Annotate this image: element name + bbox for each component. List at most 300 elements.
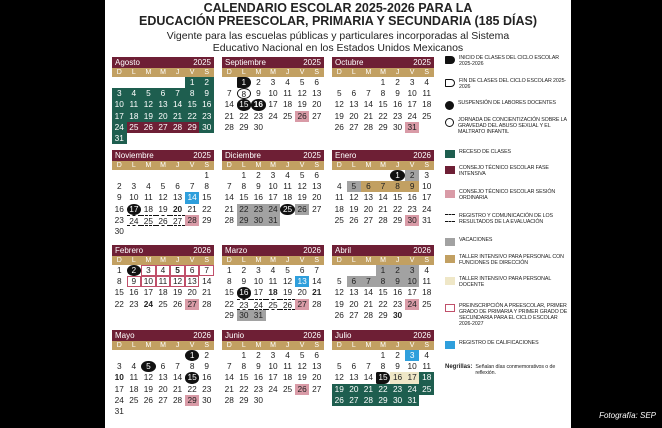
day-cell: 26 [280,299,295,310]
day-cell: 9 [204,361,210,372]
empty-cell [376,170,391,181]
day-cell: 20 [187,287,197,298]
weekday-label: V [409,69,415,76]
weekday-label: D [226,257,232,264]
month-agosto [112,57,214,144]
day-cell: 19 [349,203,359,214]
day-cell: 4 [424,265,430,275]
title-line-1: CALENDARIO ESCOLAR 2025-2026 PARA LA [203,1,473,15]
legend-label: VACACIONES [459,237,493,243]
empty-cell [361,77,376,88]
weekday-label: J [285,257,290,264]
day-cell: 19 [158,203,168,214]
day-grid [112,77,214,144]
day-cell: 9 [390,276,405,287]
month-year: 2025 [303,151,321,160]
month-header [222,330,324,341]
day-cell: 27 [312,110,322,121]
empty-cell [185,170,200,181]
day-cell: 7 [226,181,232,192]
day-cell: 18 [334,203,344,214]
day-cell: 24 [407,110,417,121]
day-cell: 22 [239,110,249,121]
day-cell: 18 [127,111,142,122]
legend-item [445,100,569,110]
day-cell: 10 [405,276,420,287]
day-cell: 31 [405,395,420,406]
subtitle-line-1: Vigente para las escuelas públicas y particulares incorporadas al Sistema [166,30,510,42]
day-cell: 4 [285,77,290,87]
day-cell: 2 [405,170,420,181]
day-grid [332,350,434,406]
weekday-header [112,341,214,350]
day-cell: 14 [363,99,374,110]
day-cell: 30 [237,310,252,321]
day-cell: 26 [172,298,183,309]
empty-cell [156,350,171,361]
month-name: Agosto [115,58,140,67]
day-cell: 3 [112,88,127,99]
month-year: 2026 [413,246,431,255]
day-cell: 17 [268,99,278,110]
day-cell: 7 [175,361,180,372]
weekday-label: J [395,257,400,264]
day-cell: 1 [237,77,252,88]
empty-cell [156,77,171,88]
empty-cell [347,350,362,361]
day-cell: 2 [199,77,214,88]
weekday-label: V [189,162,195,169]
day-cell: 10 [268,361,278,372]
day-cell: 26 [349,214,359,225]
day-cell: 11 [422,361,432,372]
legend-item [445,303,569,327]
day-cell: 27 [312,383,322,394]
day-cell: 15 [202,192,212,203]
day-cell: 6 [314,170,320,180]
day-cell: 11 [156,276,171,287]
month-abril [332,245,434,321]
day-cell: 24 [251,299,266,310]
legend-label: PREINSCRIPCIÓN A PREESCOLAR, PRIMER GRADO DE PRIMARIA Y PRIMER GRADO DE SECUNDARIA PARA EL CICLO ESCOLAR 2026-2027 [459,303,568,327]
day-cell: 9 [256,88,261,99]
month-year: 2025 [193,58,211,67]
day-cell: 26 [156,215,171,226]
day-cell: 3 [131,181,137,192]
empty-cell [361,265,376,276]
day-cell: 22 [378,110,388,121]
empty-cell [127,170,142,181]
day-cell: 8 [116,276,122,287]
day-cell: 10 [268,88,278,99]
day-cell: 1 [185,77,200,88]
day-cell: 22 [185,111,200,122]
day-cell: 29 [224,309,234,320]
note-label: Negrillas: [445,364,473,370]
day-cell: 21 [170,111,185,122]
empty-cell [141,77,156,88]
empty-cell [332,170,347,181]
month-header [222,57,324,68]
day-cell: 21 [172,383,183,394]
day-cell: 8 [380,88,386,99]
weekday-label: M [270,69,276,76]
day-cell: 4 [156,265,171,276]
day-cell: 5 [141,361,156,372]
empty-cell [222,77,237,88]
day-grid [112,170,214,237]
day-cell: 5 [285,265,290,275]
day-cell: 18 [422,99,432,110]
day-cell: 19 [297,192,307,203]
day-cell: 19 [143,383,154,394]
weekday-label: S [204,69,210,76]
title-line-2: EDUCACIÓN PREESCOLAR, PRIMARIA Y SECUNDARIA (185 DÍAS) [139,14,537,28]
day-cell: 26 [143,394,154,405]
day-cell: 25 [419,384,434,395]
weekday-label: M [160,162,166,169]
day-cell: 21 [224,203,234,214]
month-marzo [222,245,324,321]
day-cell: 15 [239,192,249,203]
month-header [112,330,214,341]
day-cell: 3 [270,77,276,87]
weekday-label: S [424,69,430,76]
day-cell: 16 [407,192,417,203]
day-grid [112,265,214,310]
day-cell: 21 [363,298,374,309]
weekday-label: L [241,69,246,76]
day-cell: 5 [347,181,362,192]
day-cell: 10 [114,372,124,383]
month-name: Enero [335,151,357,160]
day-cell: 3 [116,361,122,372]
legend-item [445,189,569,201]
weekday-label: M [380,69,386,76]
legend-item [445,55,569,67]
day-cell: 5 [141,88,156,99]
day-cell: 18 [282,372,293,383]
day-cell: 5 [160,181,166,192]
day-cell: 30 [392,121,403,132]
day-cell: 27 [349,121,359,132]
day-cell: 9 [199,88,214,99]
day-cell: 3 [405,350,420,361]
weekday-label: J [285,162,290,169]
day-cell: 15 [392,192,403,203]
day-cell: 12 [297,181,307,192]
weekday-label: V [409,257,415,264]
weekday-label: V [189,342,195,349]
day-cell: 9 [127,276,142,287]
day-cell: 9 [405,181,420,192]
weekday-label: S [424,342,430,349]
day-cell: 15 [378,99,388,110]
day-cell: 8 [376,276,391,287]
day-cell: 18 [419,372,434,383]
day-grid [222,265,324,321]
day-cell: 28 [378,214,388,225]
weekday-label: M [145,69,152,76]
weekday-label: L [131,342,136,349]
day-cell: 30 [202,394,212,405]
day-cell: 12 [334,372,344,383]
empty-cell [170,77,185,88]
day-cell: 19 [334,298,344,309]
day-cell: 23 [237,299,252,310]
day-cell: 2 [395,350,400,360]
day-cell: 7 [226,88,232,99]
legend-label: REGISTRO Y COMUNICACIÓN DE LOS RESULTADOS DE LA EVALUACIÓN [459,213,553,225]
day-cell: 23 [392,110,403,121]
day-cell: 24 [143,298,154,309]
day-cell: 16 [199,99,214,110]
day-cell: 28 [202,298,212,309]
day-cell: 6 [299,265,305,275]
day-cell: 16 [253,372,264,383]
weekday-label: M [160,257,166,264]
day-cell: 22 [378,298,388,309]
day-cell: 19 [297,372,307,383]
weekday-label: D [226,162,232,169]
day-cell: 12 [282,276,293,287]
month-name: Febrero [115,246,144,255]
weekday-label: M [380,162,386,169]
day-cell: 29 [239,121,249,132]
day-cell: 24 [405,384,420,395]
weekday-label: M [145,162,152,169]
day-cell: 28 [363,309,374,320]
day-cell: 30 [253,394,264,405]
empty-cell [141,170,156,181]
day-cell: 14 [202,276,212,287]
month-noviembre [112,150,214,237]
day-cell: 25 [129,394,139,405]
month-name: Septiembre [225,58,266,67]
weekday-label: D [226,342,232,349]
day-cell: 7 [226,361,232,372]
day-cell: 3 [270,350,276,360]
weekday-label: M [270,342,276,349]
weekday-label: M [365,257,372,264]
month-name: Julio [335,331,352,340]
day-cell: 29 [202,214,212,225]
weekday-label: M [160,342,166,349]
day-cell: 31 [422,214,432,225]
day-cell: 14 [185,192,200,203]
day-cell: 21 [378,203,388,214]
weekday-label: D [116,162,122,169]
day-cell: 24 [268,383,278,394]
day-cell: 30 [251,215,266,226]
legend-item [445,237,569,246]
day-cell: 1 [380,350,386,360]
day-cell: 17 [407,99,417,110]
legend-swatch-icon [445,304,455,312]
legend-item [445,149,569,158]
day-cell: 29 [378,309,388,320]
day-cell: 18 [282,99,293,110]
day-cell: 29 [185,395,200,406]
legend-note [445,364,569,376]
day-cell: 27 [312,203,322,214]
day-cell: 21 [361,384,376,395]
day-cell: 17 [253,287,264,298]
weekday-label: L [241,162,246,169]
weekday-header [222,161,324,170]
weekday-label: L [241,257,246,264]
day-cell: 6 [314,350,320,360]
day-cell: 26 [334,309,344,320]
day-cell: 1 [241,350,247,360]
empty-cell [361,350,376,361]
day-cell: 13 [312,361,322,372]
day-cell: 12 [334,287,344,298]
day-cell: 30 [392,309,403,320]
month-header [222,245,324,256]
day-cell: 21 [202,287,212,298]
weekday-label: M [255,69,262,76]
day-cell: 3 [409,77,415,87]
weekday-label: J [395,162,400,169]
day-cell: 18 [158,287,168,298]
weekday-label: M [145,257,152,264]
day-cell: 6 [351,88,357,99]
day-cell: 8 [237,88,252,99]
day-grid [332,170,434,226]
legend-label: JORNADA DE CONCIENTIZACIÓN SOBRE LA GRAVEDAD DEL ABUSO SEXUAL Y EL MALTRATO INFANTIL [458,117,567,135]
weekday-label: D [116,69,122,76]
day-cell: 5 [336,276,342,287]
weekday-header [222,341,324,350]
month-header [112,57,214,68]
empty-cell [332,77,347,88]
month-name: Marzo [225,246,248,255]
day-cell: 12 [158,192,168,203]
weekday-label: M [365,69,372,76]
month-year: 2026 [193,246,211,255]
day-cell: 14 [363,287,374,298]
day-cell: 5 [299,350,305,360]
day-cell: 2 [256,170,261,180]
day-cell: 6 [314,77,320,87]
day-cell: 16 [114,203,124,214]
day-grid [112,350,214,417]
legend-item [445,165,569,177]
day-cell: 11 [334,192,344,203]
day-grid [332,265,434,321]
day-cell: 10 [253,276,264,287]
day-cell: 23 [390,384,405,395]
legend-item [445,213,569,225]
day-cell: 21 [363,110,374,121]
weekday-label: M [255,257,262,264]
weekday-label: D [336,162,342,169]
day-cell: 14 [224,372,234,383]
subtitle-line-2: Educativo Nacional en los Estados Unidos Mexicanos [212,41,464,54]
day-cell: 4 [285,350,290,360]
day-cell: 28 [224,214,234,225]
day-cell: 9 [395,88,400,99]
legend-item [445,276,569,288]
weekday-label: L [131,162,136,169]
weekday-label: S [204,162,210,169]
month-year: 2026 [413,151,431,160]
day-cell: 13 [349,372,359,383]
weekday-label: V [409,342,415,349]
weekday-label: S [204,257,210,264]
day-cell: 28 [170,122,185,133]
weekday-label: D [116,342,122,349]
day-cell: 7 [366,361,371,372]
legend-swatch-icon [445,255,455,263]
weekday-label: L [351,257,356,264]
day-cell: 16 [253,192,264,203]
day-cell: 16 [392,287,403,298]
weekday-label: V [189,69,195,76]
legend-swatch-icon [445,238,455,246]
day-cell: 28 [363,121,374,132]
day-cell: 18 [422,287,432,298]
day-cell: 31 [112,133,127,144]
day-cell: 29 [376,395,391,406]
day-cell: 1 [204,170,210,180]
day-cell: 30 [405,215,420,226]
day-cell: 8 [241,361,247,372]
day-cell: 18 [143,203,154,214]
weekday-label: J [175,257,180,264]
day-cell: 21 [224,110,234,121]
day-cell: 25 [280,204,295,215]
day-cell: 4 [285,170,290,180]
day-cell: 25 [422,298,432,309]
legend-item [445,340,569,349]
day-cell: 14 [312,276,322,287]
day-cell: 30 [114,225,124,236]
day-cell: 14 [224,192,234,203]
calendar-header [105,0,571,54]
day-cell: 31 [114,405,124,416]
month-header [332,150,434,161]
day-cell: 13 [312,181,322,192]
month-year: 2025 [303,58,321,67]
weekday-label: V [189,257,195,264]
month-diciembre [222,150,324,226]
day-cell: 27 [185,299,200,310]
legend-swatch-icon [445,214,455,222]
day-cell: 25 [334,214,344,225]
weekday-header [332,68,434,77]
day-cell: 23 [251,204,266,215]
day-grid [222,350,324,406]
weekday-label: M [160,69,166,76]
day-cell: 7 [189,181,195,192]
day-cell: 13 [349,99,359,110]
day-cell: 30 [199,122,214,133]
day-cell: 10 [407,361,417,372]
day-cell: 25 [422,110,432,121]
weekday-header [332,341,434,350]
day-cell: 8 [241,181,247,192]
day-cell: 6 [160,361,166,372]
day-cell: 12 [334,99,344,110]
day-cell: 17 [422,192,432,203]
day-cell: 20 [312,192,322,203]
day-cell: 2 [127,265,142,276]
day-cell: 2 [395,77,400,87]
day-cell: 17 [268,372,278,383]
weekday-label: V [299,162,305,169]
